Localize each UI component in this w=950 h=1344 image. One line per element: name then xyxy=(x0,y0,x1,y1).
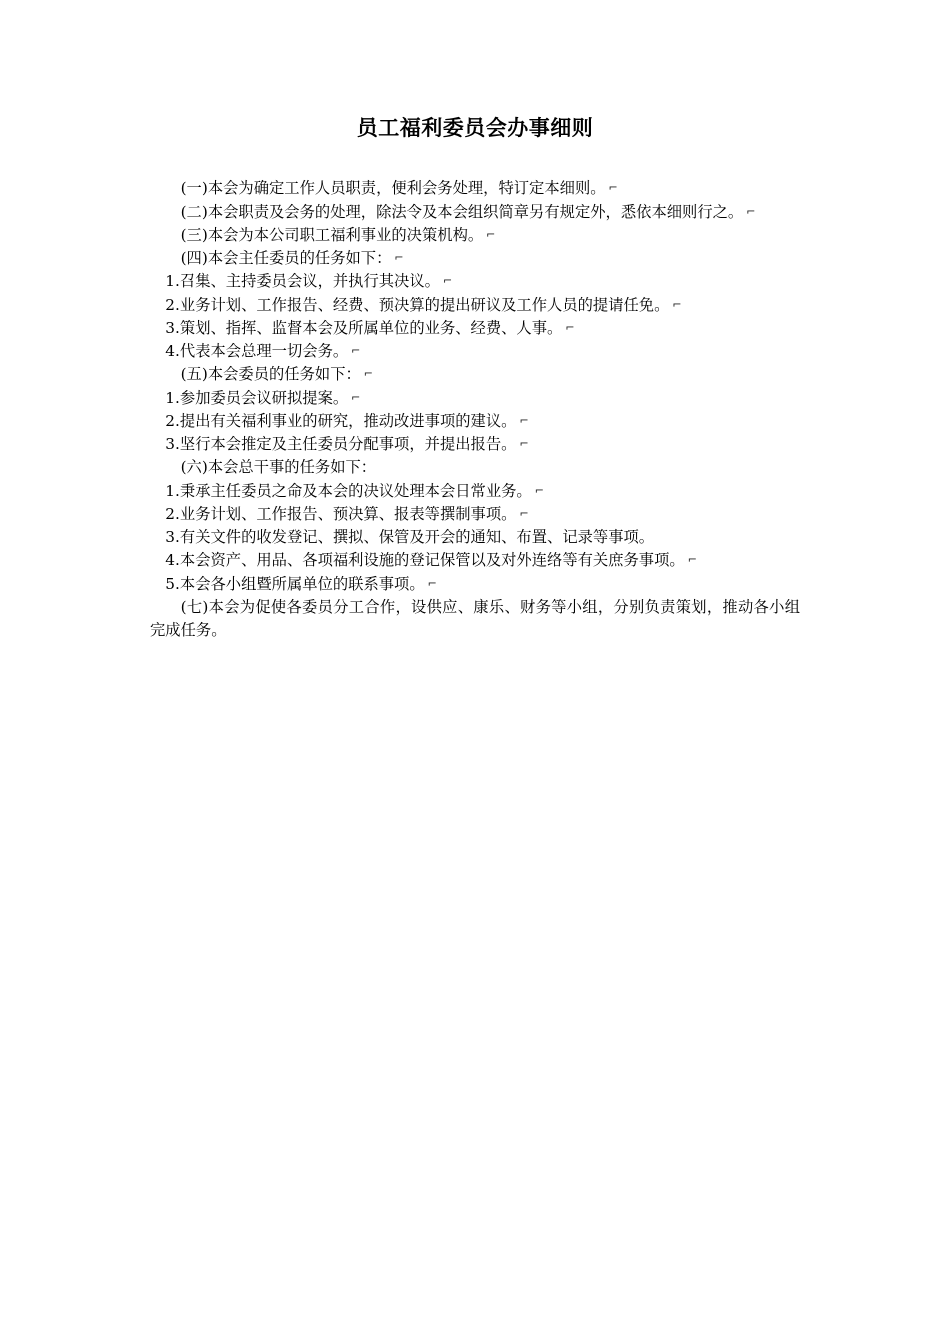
page-title: 员工福利委员会办事细则 xyxy=(356,116,594,140)
paragraph-end-mark: ⌐ xyxy=(687,553,697,567)
document-paragraph xyxy=(150,596,800,643)
paragraph-text: (二)本会职责及会务的处理，除法令及本会组织简章另有规定外，悉依本细则行之。 xyxy=(180,202,744,221)
paragraph-text: 1.秉承主任委员之命及本会的决议处理本会日常业务。 xyxy=(165,481,532,500)
paragraph-text: (六)本会总干事的任务如下： xyxy=(180,458,377,477)
document-paragraph xyxy=(150,387,800,410)
paragraph-end-mark: ⌐ xyxy=(746,204,756,218)
paragraph-end-mark: ⌐ xyxy=(672,297,682,311)
paragraph-text: 1.召集、主持委员会议，并执行其决议。 xyxy=(165,272,440,291)
document-body xyxy=(150,177,800,642)
document-paragraph xyxy=(150,480,800,503)
paragraph-text: 4.本会资产、用品、各项福利设施的登记保管以及对外连络等有关庶务事项。 xyxy=(165,551,685,570)
document-paragraph xyxy=(150,201,800,224)
document-paragraph xyxy=(150,549,800,572)
paragraph-end-mark: ⌐ xyxy=(519,506,529,520)
document-paragraph xyxy=(150,270,800,293)
paragraph-text: 1.参加委员会议研拟提案。 xyxy=(165,388,349,407)
document-paragraph xyxy=(150,317,800,340)
paragraph-text: (一)本会为确定工作人员职责，便利会务处理，特订定本细则。 xyxy=(180,179,606,198)
paragraph-end-mark: ⌐ xyxy=(351,390,361,404)
paragraph-text: 2.提出有关福利事业的研究，推动改进事项的建议。 xyxy=(165,411,517,430)
paragraph-text: 2.业务计划、工作报告、预决算、报表等撰制事项。 xyxy=(165,504,517,523)
document-paragraph xyxy=(150,410,800,433)
paragraph-end-mark: ⌐ xyxy=(427,576,437,590)
document-paragraph xyxy=(150,340,800,363)
document-paragraph xyxy=(150,247,800,270)
document-paragraph xyxy=(150,503,800,526)
paragraph-end-mark: ⌐ xyxy=(565,320,575,334)
paragraph-text: 3.策划、指挥、监督本会及所属单位的业务、经费、人事。 xyxy=(165,318,563,337)
document-paragraph xyxy=(150,573,800,596)
paragraph-end-mark: ⌐ xyxy=(486,227,496,241)
paragraph-end-mark: ⌐ xyxy=(363,367,374,381)
document-paragraph xyxy=(150,456,800,479)
document-paragraph xyxy=(150,433,800,456)
document-paragraph xyxy=(150,363,800,386)
paragraph-end-mark: ⌐ xyxy=(534,483,544,497)
paragraph-end-mark: ⌐ xyxy=(442,274,453,288)
paragraph-text: (四)本会主任委员的任务如下： xyxy=(180,249,392,268)
paragraph-text: (七)本会为促使各委员分工合作，设供应、康乐、财务等小组，分别负责策划，推动各小组完成任务。 xyxy=(150,597,800,640)
paragraph-text: 4.代表本会总理一切会务。 xyxy=(165,342,349,361)
paragraph-text: 3.有关文件的收发登记、撰拟、保管及开会的通知、布置、记录等事项。 xyxy=(165,528,655,547)
paragraph-end-mark: ⌐ xyxy=(608,181,618,195)
document-paragraph xyxy=(150,177,800,200)
paragraph-text: 3.坚行本会推定及主任委员分配事项，并提出报告。 xyxy=(165,435,517,454)
paragraph-end-mark: ⌐ xyxy=(394,251,404,265)
paragraph-text: 2.业务计划、工作报告、经费、预决算的提出研议及工作人员的提请任免。 xyxy=(165,295,670,314)
paragraph-end-mark: ⌐ xyxy=(351,344,361,358)
document-paragraph xyxy=(150,224,800,247)
paragraph-text: (三)本会为本公司职工福利事业的决策机构。 xyxy=(180,225,484,244)
paragraph-end-mark: ⌐ xyxy=(519,437,529,451)
paragraph-text: (五)本会委员的任务如下： xyxy=(180,365,361,384)
document-paragraph xyxy=(150,526,800,549)
paragraph-text: 5.本会各小组暨所属单位的联系事项。 xyxy=(165,574,425,593)
document-paragraph xyxy=(150,294,800,317)
paragraph-end-mark: ⌐ xyxy=(519,413,529,427)
